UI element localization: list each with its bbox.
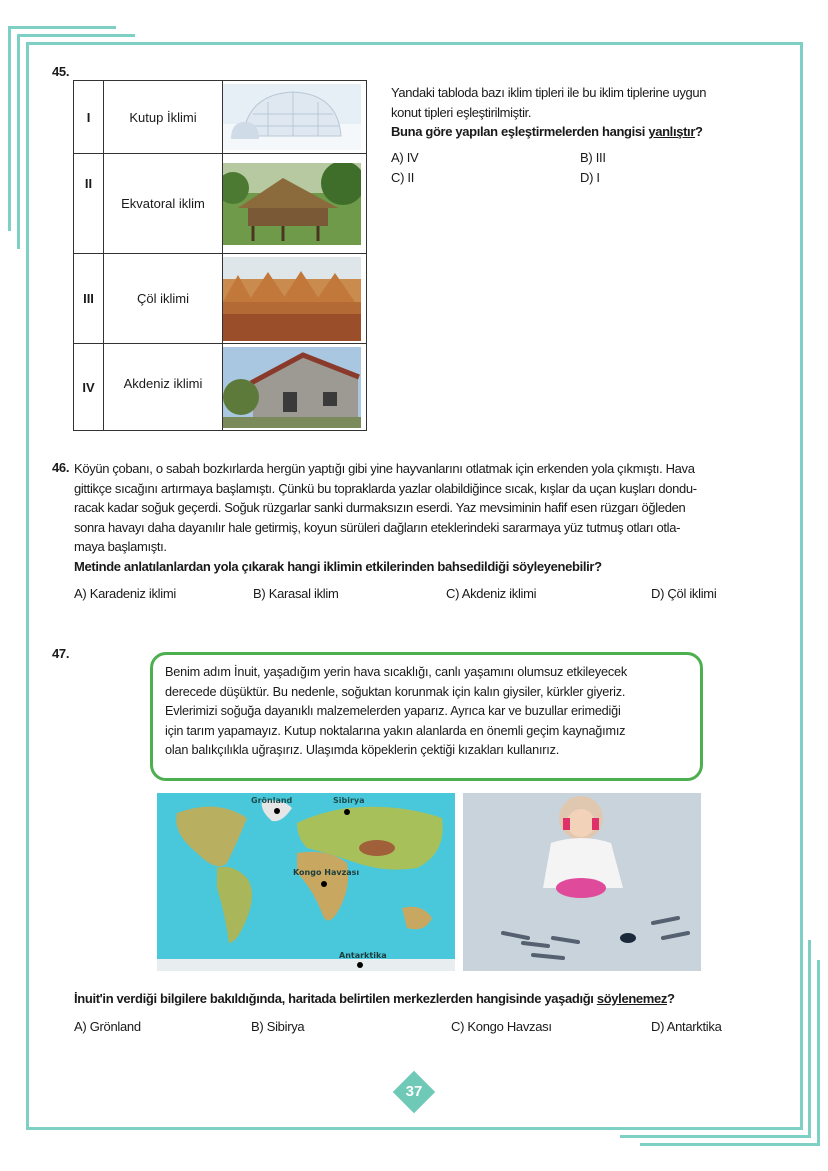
question-number: 45. (52, 64, 70, 79)
question-intro: Yandaki tabloda bazı iklim tipleri ile bu iklim tiplerine uygun konut tipleri eşleştirilmiştir. Buna göre yapılan eşleştirmelerden hangisi yanlıştır? (391, 83, 706, 142)
inuit-text-box: Benim adım İnuit, yaşadığım yerin hava sıcaklığı, canlı yaşamını olumsuz etkileyecek derecede düşüktür. Bu nedenle, soğuktan korunmak için kalın giysiler, kürkler giyeriz. Evlerimizi soğuğa dayanıklı malzemelerden yaparız. Ayrıca kar ve buzullar erimediği için tarım yapamayız. Kutup noktalarına yakın alanlarda en önemli geçim kaynağımız olan balıkçılıkla uğraşırız. Ulaşımda köpeklerin çektiği kızakları kullanırız. (150, 652, 703, 781)
frame-line (8, 26, 116, 29)
beehive-houses-image (223, 254, 367, 344)
map-label-antarktika: Antarktika (339, 951, 387, 960)
question-number: 46. (52, 460, 70, 475)
option-b[interactable]: B) Sibirya (251, 1019, 305, 1034)
ice-fishing-photo (463, 793, 701, 971)
row-number: IV (74, 344, 104, 431)
row-number: II (74, 154, 104, 254)
question-stem: İnuit'in verdiği bilgilere bakıldığında, haritada belirtilen merkezlerden hangisinde yaşadığı söylenemez? (74, 991, 675, 1006)
world-map (157, 793, 455, 971)
option-c[interactable]: C) II (391, 170, 415, 185)
thatched-house-image (223, 154, 367, 254)
stone-house-image (223, 344, 367, 431)
map-label-gronland: Grönland (251, 796, 293, 805)
question-stem: Buna göre yapılan eşleştirmelerden hangisi yanlıştır? (391, 124, 703, 139)
climate-name: Çöl iklimi (104, 254, 223, 344)
row-number: III (74, 254, 104, 344)
frame-line (8, 26, 11, 231)
frame-line (26, 1127, 803, 1130)
table-row (74, 154, 367, 254)
climate-name: Kutup İklimi (104, 81, 223, 154)
table-row (74, 254, 367, 344)
option-c[interactable]: C) Kongo Havzası (451, 1019, 552, 1034)
option-b[interactable]: B) III (580, 150, 606, 165)
climate-name: Akdeniz iklimi (104, 344, 223, 431)
option-c[interactable]: C) Akdeniz iklimi (446, 586, 537, 601)
passage: Köyün çobanı, o sabah bozkırlarda hergün yaptığı gibi yine hayvanlarını otlatmak için erkenden yola çıkmıştı. Hava gittikçe sıcağını artırmaya başlamıştı. Çünkü bu topraklarda yazlar olabildiğince sıcak, kışlar da uçan kuşları dondu- racak kadar soğuk geçerdi. Soğuk rüzgarlar sanki durmaksızın eserdi. Yaz mevsiminin hafif esen rüzgarı öğleden sonra havayı daha dayanılır hale getirmiş, koyun sürüleri dağların eteklerindeki sararmaya yüz tutmuş otları otla- maya başlamıştı. Metinde anlatılanlardan yola çıkarak hangi iklimin etkilerinden bahsedildiği söyleyenebilir? (74, 459, 697, 576)
page-number: 37 (405, 1083, 423, 1100)
option-b[interactable]: B) Karasal iklim (253, 586, 339, 601)
map-label-kongo: Kongo Havzası (293, 868, 360, 877)
option-a[interactable]: A) IV (391, 150, 419, 165)
table-row (74, 81, 367, 154)
row-number: I (74, 81, 104, 154)
question-stem: Metinde anlatılanlardan yola çıkarak hangi iklimin etkilerinden bahsedildiği söyleyenebilir? (74, 558, 602, 574)
table-row (74, 344, 367, 431)
option-a[interactable]: A) Karadeniz iklimi (74, 586, 176, 601)
option-d[interactable]: D) Antarktika (651, 1019, 722, 1034)
climate-name: Ekvatoral iklim (104, 154, 223, 254)
climate-housing-table (73, 80, 367, 431)
question-number: 47. (52, 646, 70, 661)
frame-line (17, 34, 20, 249)
frame-line (640, 1143, 820, 1146)
option-d[interactable]: D) Çöl iklimi (651, 586, 717, 601)
frame-line (26, 42, 29, 1130)
frame-line (26, 42, 803, 45)
frame-line (800, 42, 803, 1130)
igloo-image (223, 81, 367, 154)
option-d[interactable]: D) I (580, 170, 600, 185)
frame-line (17, 34, 135, 37)
map-label-sibirya: Sibirya (333, 796, 365, 805)
frame-line (620, 1135, 811, 1138)
frame-line (808, 940, 811, 1138)
option-a[interactable]: A) Grönland (74, 1019, 141, 1034)
frame-line (817, 960, 820, 1146)
